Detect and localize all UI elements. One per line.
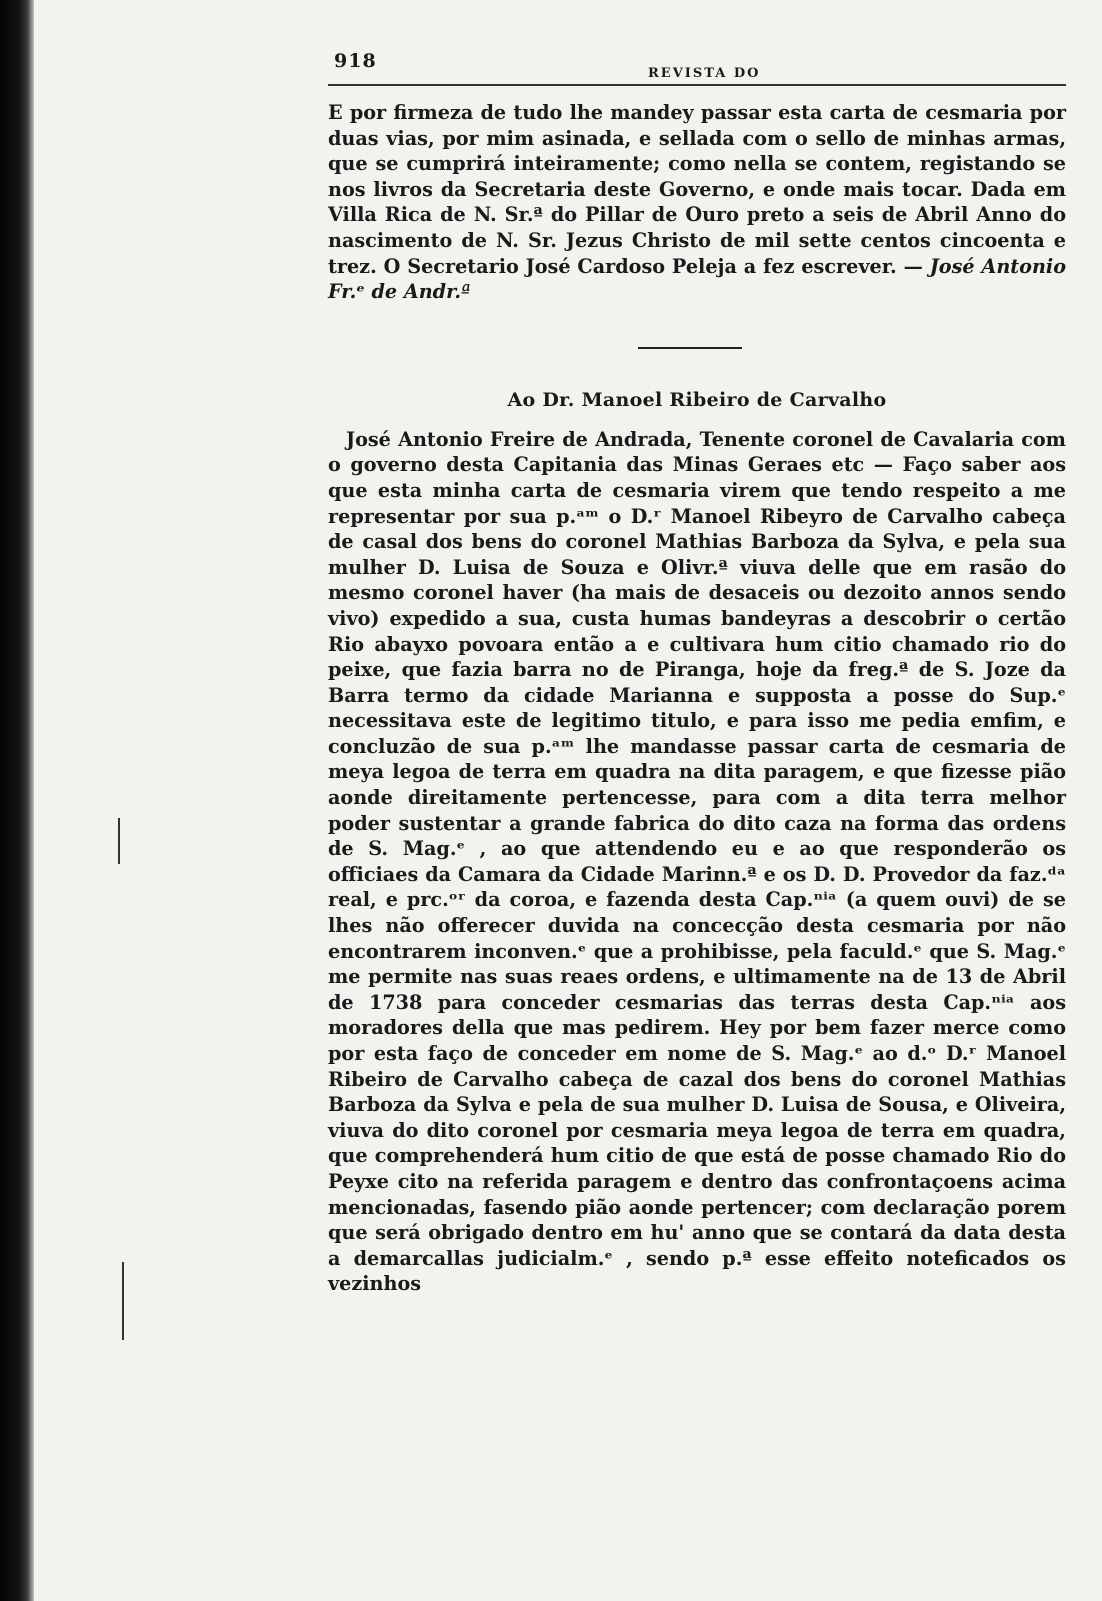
gutter-mark bbox=[118, 818, 120, 864]
section-separator bbox=[638, 347, 742, 349]
document-page bbox=[328, 44, 1066, 1297]
running-head bbox=[328, 44, 1066, 86]
page-number: 918 bbox=[334, 50, 377, 72]
gutter-mark bbox=[122, 1262, 124, 1340]
letter-body-paragraph: José Antonio Freire de Andrada, Tenente coronel de Cavalaria com o governo desta Capitania das Minas Geraes etc — Faço saber aos que esta minha carta de cesmaria virem que tendo respeito a me representar por sua p.ᵃᵐ o D.ʳ Manoel Ribeyro de Carvalho cabeça de casal dos bens do coronel Mathias Barboza da Sylva, e pela sua mulher D. Luisa de Souza e Olivr.ª viuva delle que em rasão do mesmo coronel haver (ha mais de desaceis ou dezoito annos sendo vivo) expedido a sua, custa humas bandeyras a descobrir o certão Rio abayxo povoara então a e cultivara hum citio chamado rio do peixe, que fazia barra no de Piranga, hoje da freg.ª de S. Joze da Barra termo da cidade Marianna e supposta a posse do Sup.ᵉ necessitava este de legitimo titulo, e para isso me pedia emfim, e concluzão de sua p.ᵃᵐ lhe mandasse passar carta de cesmaria de meya legoa de terra em quadra na dita paragem, e que fizesse pião aonde direitamente pertencesse, para com a dita terra melhor poder sustentar a grande fabrica do dito caza na forma das ordens de S. Mag.ᵉ , ao que attendendo eu e ao que responderão os officiaes da Camara da Cidade Marinn.ª e os D. D. Provedor da faz.ᵈᵃ real, e prc.ᵒʳ da coroa, e fazenda desta Cap.ⁿⁱᵃ (a quem ouvi) de se lhes não offerecer duvida na concecção desta cesmaria por não encontrarem inconven.ᵉ que a prohibisse, pela faculd.ᵉ que S. Mag.ᵉ me permite nas suas reaes ordens, e ultimamente na de 13 de Abril de 1738 para conceder cesmarias das terras desta Cap.ⁿⁱᵃ aos moradores della que mas pedirem. Hey por bem fazer merce como por esta faço de conceder em nome de S. Mag.ᵉ ao d.ᵒ D.ʳ Manoel Ribeiro de Carvalho cabeça de cazal dos bens do coronel Mathias Barboza da Sylva e pela de sua mulher D. Luisa de Sousa, e Oliveira, viuva do dito coronel por cesmaria meya legoa de terra em quadra, que comprehenderá hum citio de que está de posse chamado Rio do Peyxe cito na referida paragem e dentro das confrontaçoens acima mencionadas, fasendo pião aonde pertencer; com declaração porem que será obrigado dentro em hu' anno que se contará da data desta a demarcallas judicialm.ᵉ , sendo p.ª esse effeito noteficados os vezinhos bbox=[328, 427, 1066, 1296]
journal-title: REVISTA DO bbox=[648, 66, 761, 81]
letter-closing-paragraph bbox=[328, 100, 1066, 305]
signature: José Antonio Fr.ᵉ de Andr.ª bbox=[328, 254, 1067, 304]
section-heading: Ao Dr. Manoel Ribeiro de Carvalho bbox=[507, 388, 887, 411]
book-gutter bbox=[0, 0, 34, 1601]
letter-closing-text: E por firmeza de tudo lhe mandey passar esta carta de cesmaria por duas vias, por mim asinada, e sellada com o sello de minhas armas, que se cumprirá inteiramente; como nella se contem, registando se nos livros da Secretaria deste Governo, e onde mais tocar. Dada em Villa Rica de N. Sr.ª do Pillar de Ouro preto a seis de Abril Anno do nascimento de N. Sr. Jezus Christo de mil sette centos cincoenta e trez. O Secretario José Cardoso Peleja a fez escrever. — bbox=[328, 101, 1066, 278]
